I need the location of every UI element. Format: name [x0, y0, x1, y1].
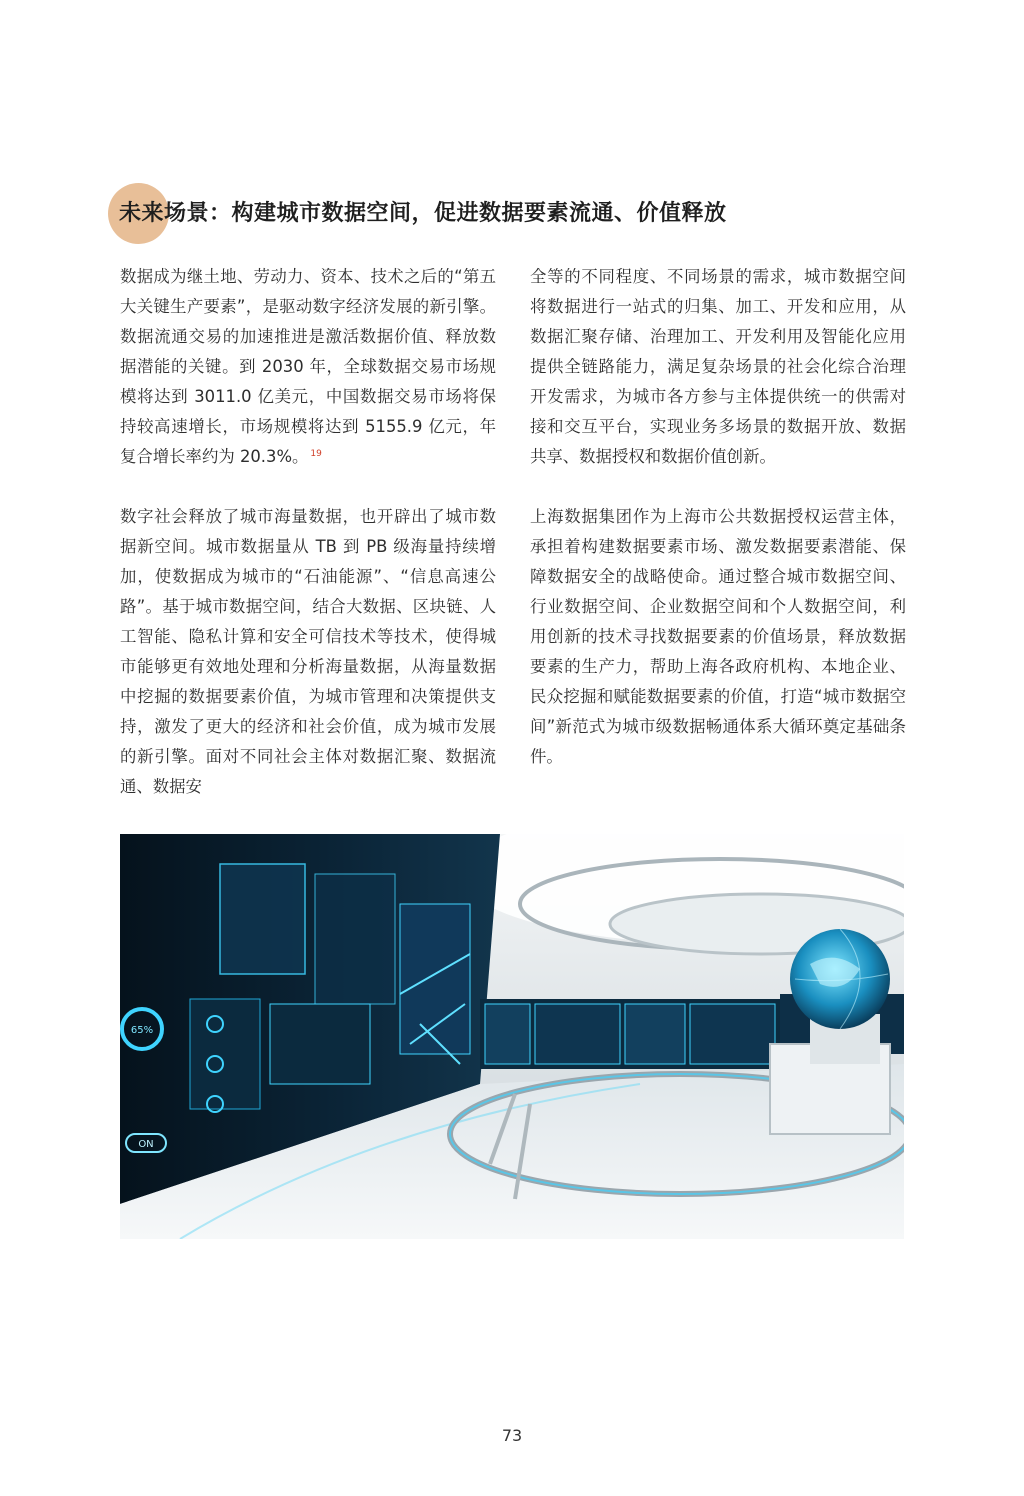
screen-panel	[315, 874, 395, 1004]
on-toggle-label: ON	[138, 1139, 154, 1150]
section-heading	[108, 183, 908, 245]
left-paragraph-1	[120, 262, 496, 472]
section-title: 未来场景：构建城市数据空间，促进数据要素流通、价值释放	[119, 201, 727, 226]
screen-panel	[625, 1004, 685, 1064]
page-number: 73	[501, 1426, 523, 1445]
control-room-photo	[120, 834, 904, 1239]
screen-panel	[220, 864, 305, 974]
screen-panel	[690, 1004, 775, 1064]
photo-illustration	[120, 834, 904, 1239]
screen-panel	[270, 1004, 370, 1084]
left-paragraph-2: 数字社会释放了城市海量数据，也开辟出了城市数据新空间。城市数据量从 TB 到 PB 级海量持续增加，使数据成为城市的“石油能源”、“信息高速公路”。基于城市数据空间，结合大数据、区块链、人工智能、隐私计算和安全可信技术等技术，使得城市能够更有效地处理和分析海量数据，从海量数据中挖掘的数据要素价值，为城市管理和决策提供支持，激发了更大的经济和社会价值，成为城市发展的新引擎。面对不同社会主体对数据汇聚、数据流通、数据安	[120, 507, 496, 796]
left-paragraph-1-text: 数据成为继土地、劳动力、资本、技术之后的“第五大关键生产要素”，是驱动数字经济发展的新引擎。数据流通交易的加速推进是激活数据价值、释放数据潜能的关键。到 2030 年，全球数据交易市场规模将达到 3011.0 亿美元，中国数据交易市场将保持较高速增长，市场规模将达到 5155.9 亿元，年复合增长率约为 20.3%。	[120, 267, 496, 466]
screen-panel	[485, 1004, 530, 1064]
left-column	[120, 262, 496, 832]
right-column	[530, 262, 906, 802]
footnote-marker[interactable]: 19	[310, 448, 322, 459]
right-paragraph-1: 全等的不同程度、不同场景的需求，城市数据空间将数据进行一站式的归集、加工、开发和应用，从数据汇聚存储、治理加工、开发利用及智能化应用提供全链路能力，满足复杂场景的社会化综合治理开发需求，为城市各方参与主体提供统一的供需对接和交互平台，实现业务多场景的数据开放、数据共享、数据授权和数据价值创新。	[530, 267, 906, 466]
world-map-screen	[535, 1004, 620, 1064]
screen-panel	[190, 999, 260, 1109]
right-paragraph-2: 上海数据集团作为上海市公共数据授权运营主体，承担着构建数据要素市场、激发数据要素潜能、保障数据安全的战略使命。通过整合城市数据空间、行业数据空间、企业数据空间和个人数据空间，利用创新的技术寻找数据要素的价值场景，释放数据要素的生产力，帮助上海各政府机构、本地企业、民众挖掘和赋能数据要素的价值，打造“城市数据空间”新范式为城市级数据畅通体系大循环奠定基础条件。	[530, 507, 906, 766]
screen-panel	[400, 904, 470, 1054]
gauge-label: 65%	[130, 1025, 154, 1036]
